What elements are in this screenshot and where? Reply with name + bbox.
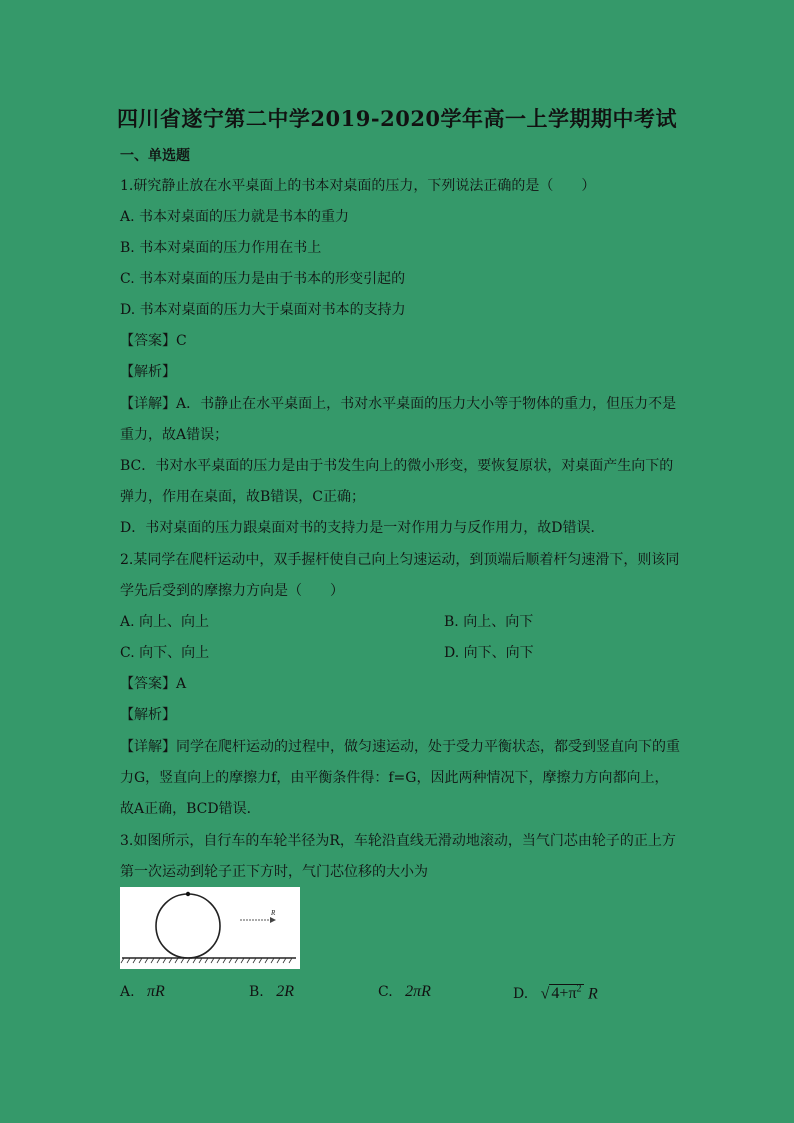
question-1-answer: 【答案】C — [120, 333, 187, 349]
sqrt-radicand — [549, 984, 583, 1002]
sqrt-sign: √ — [540, 985, 550, 1003]
wheel-diagram — [120, 887, 300, 969]
question-2-detail-line: 【详解】同学在爬杆运动的过程中，做匀速运动，处于受力平衡状态，都受到竖直向下的重 — [120, 739, 680, 755]
question-1-option-a: A. 书本对桌面的压力就是书本的重力 — [120, 209, 350, 225]
question-1-stem: 1.研究静止放在水平桌面上的书本对桌面的压力，下列说法正确的是（ ） — [120, 178, 596, 194]
option-value: πR — [147, 983, 165, 1000]
question-1-detail-line: D．书对桌面的压力跟桌面对书的支持力是一对作用力与反作用力，故D错误． — [120, 520, 605, 536]
option-letter: A. — [120, 984, 135, 1000]
page-title: 四川省遂宁第二中学2019-2020学年高一上学期期中考试 — [116, 106, 678, 131]
question-2-option-a: A. 向上、向上 — [120, 614, 210, 630]
question-1-detail-line: BC．书对水平桌面的压力是由于书发生向上的微小形变，要恢复原状，对桌面产生向下的 — [120, 458, 674, 474]
question-1-analysis-label: 【解析】 — [120, 364, 176, 380]
option-value: 2R — [276, 983, 294, 1000]
question-3-stem-line: 第一次运动到轮子正下方时，气门芯位移的大小为 — [120, 864, 428, 880]
question-2-detail-line: 故A正确，BCD错误． — [120, 801, 261, 817]
valve-marker — [186, 892, 190, 896]
option-letter: D. — [513, 986, 529, 1003]
radicand-text: 4+π — [551, 985, 577, 1003]
question-3-option-d — [513, 980, 598, 1004]
question-1-option-c: C. 书本对桌面的压力是由于书本的形变引起的 — [120, 271, 406, 287]
option-letter: B. — [249, 984, 264, 1000]
question-2-analysis-label: 【解析】 — [120, 707, 176, 723]
question-3-option-b — [249, 982, 294, 1002]
question-1-detail-line: 【详解】A．书静止在水平桌面上，书对水平桌面的压力大小等于物体的重力，但压力不是 — [120, 396, 677, 412]
radius-label: R — [271, 909, 276, 917]
option-letter: C. — [378, 984, 393, 1000]
question-3-option-c — [378, 982, 431, 1002]
sqrt-expression — [541, 980, 584, 1004]
radius-arrowhead — [270, 917, 276, 923]
question-2-option-c: C. 向下、向上 — [120, 645, 210, 661]
option-value: 2πR — [405, 983, 431, 1000]
wheel-circle — [156, 894, 220, 958]
question-1-option-b: B. 书本对桌面的压力作用在书上 — [120, 240, 322, 256]
exponent: 2 — [576, 984, 582, 995]
question-2-option-d: D. 向下、向下 — [444, 645, 534, 661]
question-2-answer: 【答案】A — [120, 676, 187, 692]
question-1-detail-line: 重力，故A错误； — [120, 427, 229, 443]
question-1-detail-line: 弹力，作用在桌面，故B错误，C正确； — [120, 489, 365, 505]
section-heading: 一、单选题 — [120, 148, 190, 164]
question-2-option-b: B. 向上、向下 — [444, 614, 534, 630]
question-2-stem-line: 2.某同学在爬杆运动中，双手握杆使自己向上匀速运动，到顶端后顺着杆匀速滑下，则该同 — [120, 552, 680, 568]
question-2-stem-line: 学先后受到的摩擦力方向是（ ） — [120, 583, 344, 599]
question-2-detail-line: 力G，竖直向上的摩擦力f，由平衡条件得：f=G，因此两种情况下，摩擦力方向都向上， — [120, 770, 669, 786]
question-3-option-a — [120, 982, 165, 1002]
ground-hatching — [121, 958, 292, 963]
option-tail: R — [587, 985, 598, 1003]
question-1-option-d: D. 书本对桌面的压力大于桌面对书本的支持力 — [120, 302, 406, 318]
question-3-stem-line: 3.如图所示，自行车的车轮半径为R，车轮沿直线无滑动地滚动，当气门芯由轮子的正上方 — [120, 833, 676, 849]
